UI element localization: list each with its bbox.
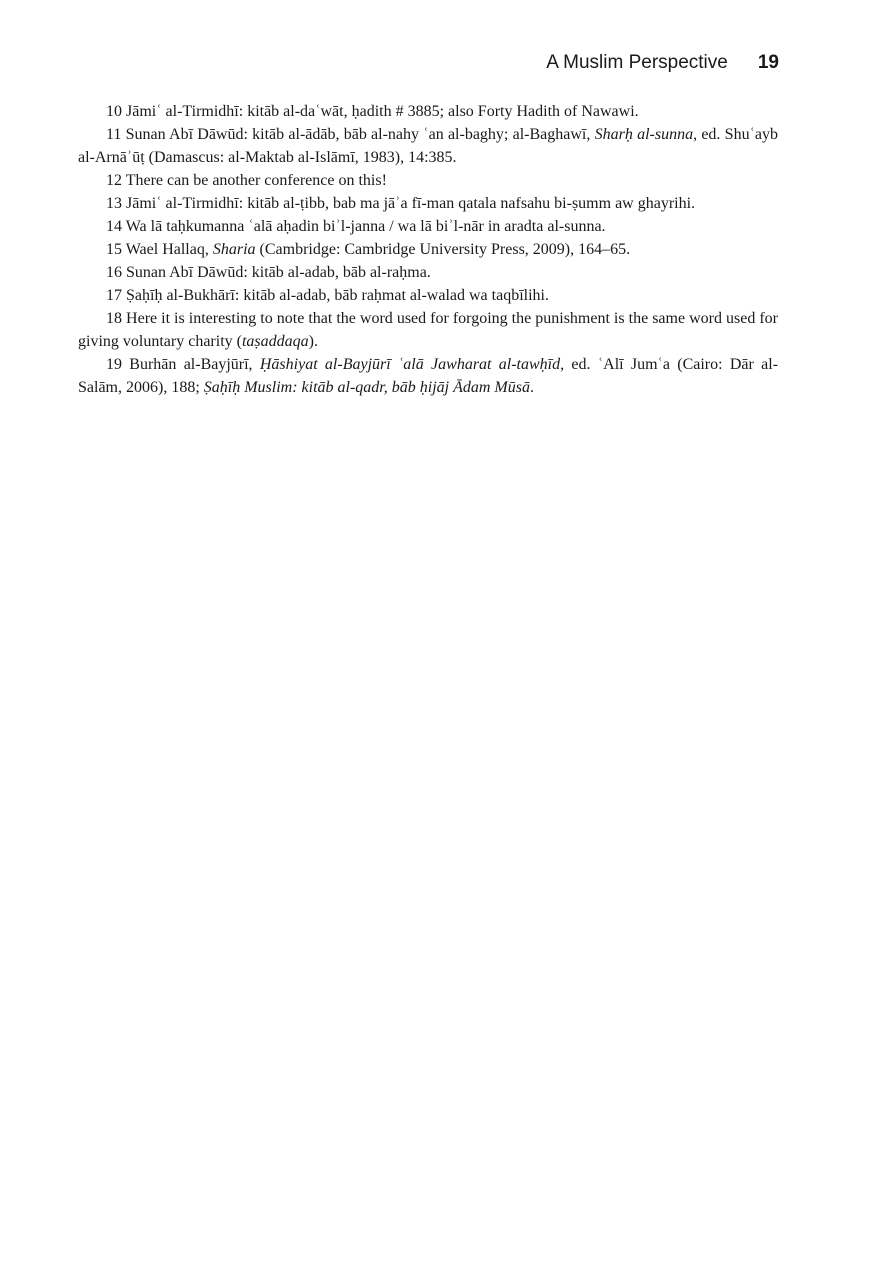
endnote-text: Wa lā taḥkumanna ʿalā aḥadin biʾl-janna / wa lā biʾl-nār in aradta al-sunna. bbox=[125, 218, 606, 235]
endnote-number: 12 bbox=[106, 172, 122, 189]
endnote-18 bbox=[78, 307, 778, 353]
endnote-13 bbox=[78, 192, 778, 215]
endnote-text: ). bbox=[308, 333, 318, 350]
endnote-text: , ed. Shuʿayb al-Arnāʾūṭ (Damascus: al-Maktab al-Islāmī, 1983), 14:385. bbox=[78, 126, 778, 166]
endnote-italic-text: Ḥāshiyat al-Bayjūrī ʿalā Jawharat al-tawḥīd bbox=[259, 356, 561, 373]
endnote-number: 13 bbox=[106, 195, 122, 212]
page-number: 19 bbox=[757, 52, 779, 73]
endnote-italic-text: Ṣaḥīḥ Muslim: kitāb al-qadr, bāb ḥijāj Ādam Mūsā bbox=[203, 379, 530, 396]
endnote-17 bbox=[78, 284, 778, 307]
endnote-10 bbox=[78, 100, 778, 123]
endnote-19 bbox=[78, 353, 778, 399]
endnote-text: Ṣaḥīḥ al-Bukhārī: kitāb al-adab, bāb raḥmat al-walad wa taqbīlihi. bbox=[126, 287, 549, 304]
endnote-italic-text: taṣaddaqa bbox=[241, 333, 309, 350]
endnote-16 bbox=[78, 261, 778, 284]
endnote-number: 18 bbox=[106, 310, 122, 327]
endnote-text: Here it is interesting to note that the word used for forgoing the punishment is the same word used for giving voluntary charity ( bbox=[78, 310, 779, 350]
endnote-text: Jāmiʿ al-Tirmidhī: kitāb al-ṭibb, bab ma jāʾa fī-man qatala nafsahu bi-ṣumm aw ghayrihi. bbox=[126, 195, 696, 212]
endnote-number: 19 bbox=[106, 356, 122, 373]
endnote-italic-text: Sharḥ al-sunna bbox=[594, 126, 694, 143]
running-head-title: A Muslim Perspective bbox=[546, 52, 728, 73]
endnote-14 bbox=[78, 215, 778, 238]
endnote-number: 14 bbox=[106, 218, 122, 235]
endnote-italic-text: Sharia bbox=[212, 241, 256, 258]
endnote-number: 11 bbox=[106, 126, 122, 143]
endnote-text: Jāmiʿ al-Tirmidhī: kitāb al-daʿwāt, ḥadith # 3885; also Forty Hadith of Nawawi. bbox=[126, 103, 639, 120]
endnote-number: 10 bbox=[106, 103, 122, 120]
endnote-number: 16 bbox=[106, 264, 122, 281]
endnote-text: , ed. ʿAlī Jumʿa (Cairo: Dār al-Salām, 2006), 188; bbox=[78, 356, 779, 396]
running-head bbox=[546, 52, 779, 74]
endnote-text: (Cambridge: Cambridge University Press, 2009), 164–65. bbox=[255, 241, 631, 258]
endnotes-list bbox=[78, 100, 778, 399]
endnote-text: Sunan Abī Dāwūd: kitāb al-ādāb, bāb al-nahy ʿan al-baghy; al-Baghawī, bbox=[125, 126, 595, 143]
endnote-number: 15 bbox=[106, 241, 122, 258]
endnote-12 bbox=[78, 169, 778, 192]
endnote-11 bbox=[78, 123, 778, 169]
endnote-text: Sunan Abī Dāwūd: kitāb al-adab, bāb al-raḥma. bbox=[126, 264, 431, 281]
endnote-15 bbox=[78, 238, 778, 261]
endnote-text: Burhān al-Bayjūrī, bbox=[129, 356, 260, 373]
endnote-text: There can be another conference on this! bbox=[125, 172, 387, 189]
endnote-text: Wael Hallaq, bbox=[125, 241, 213, 258]
endnote-text: . bbox=[529, 379, 534, 396]
endnote-number: 17 bbox=[106, 287, 122, 304]
